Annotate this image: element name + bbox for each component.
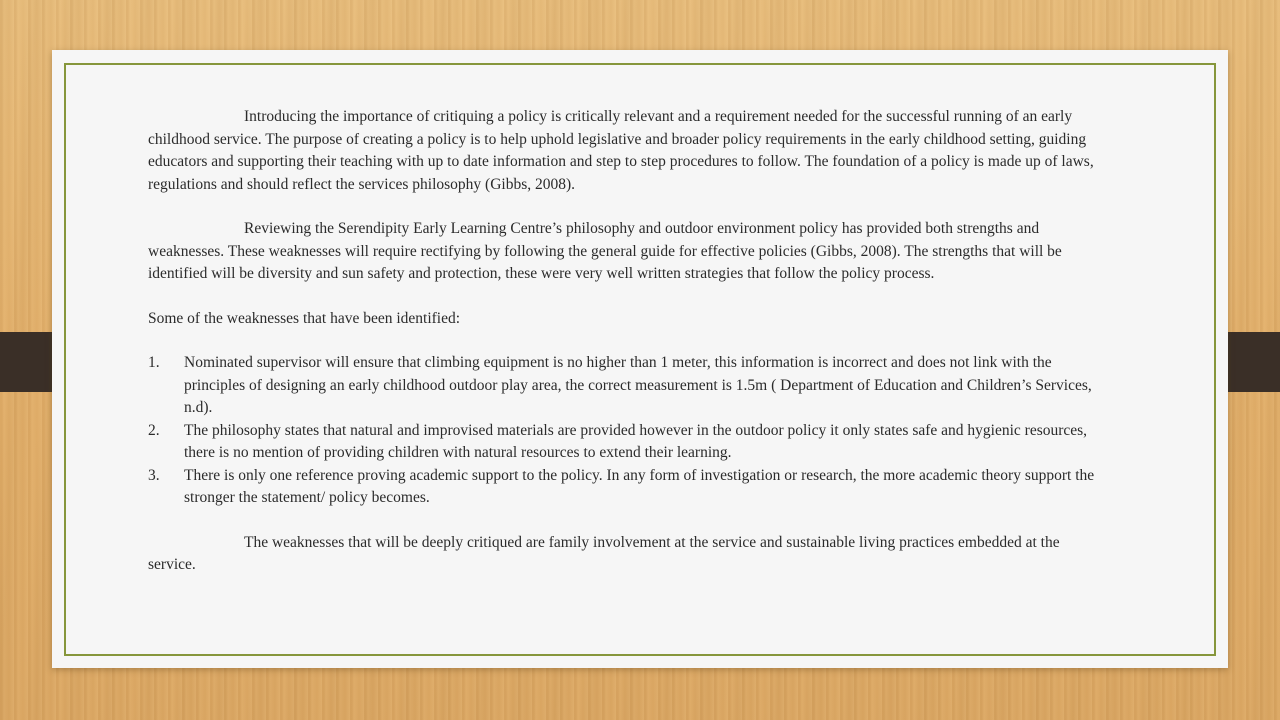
list-item-text: Nominated supervisor will ensure that climbing equipment is no higher than 1 meter, this information is incorrect and does not link with the principles of designing an early childhood outdoor play area, the correct measurement is 1.5m ( Department of Education and Children’s Services, n.d). — [184, 354, 1092, 416]
weaknesses-list — [148, 352, 1108, 510]
list-item-text: The philosophy states that natural and improvised materials are provided however in the outdoor policy it only states safe and hygienic resources, there is no mention of providing children with natural resources to extend their learning. — [184, 421, 1088, 461]
list-item — [148, 352, 1108, 420]
slide-content — [148, 106, 1108, 577]
list-item-number: 1. — [148, 354, 160, 371]
list-item-text: There is only one reference proving academic support to the policy. In any form of investigation or research, the more academic theory support the stronger the statement/ policy becomes. — [184, 466, 1095, 506]
weaknesses-intro: Some of the weaknesses that have been identified: — [148, 309, 461, 327]
list-item-number: 3. — [148, 466, 160, 484]
list-item — [148, 465, 1108, 510]
conclusion-paragraph: The weaknesses that will be deeply critiqued are family involvement at the service and sustainable living practices embedded at the service. — [148, 533, 1060, 573]
review-paragraph: Reviewing the Serendipity Early Learning Centre’s philosophy and outdoor environment policy has provided both strengths and weaknesses. These weaknesses will require rectifying by following the general guide for effective policies (Gibbs, 2008). The strengths that will be identified will be diversity and sun safety and protection, these were very well written strategies that follow the policy process. — [148, 220, 1062, 282]
intro-paragraph: Introducing the importance of critiquing a policy is critically relevant and a requirement needed for the successful running of an early childhood service. The purpose of creating a policy is to help uphold legislative and broader policy requirements in the early childhood setting, guiding educators and supporting their teaching with up to date information and step to step procedures to follow. The foundation of a policy is made up of laws, regulations and should reflect the services philosophy (Gibbs, 2008). — [148, 108, 1094, 193]
list-item-number: 2. — [148, 421, 160, 439]
slide-sheet — [52, 50, 1228, 668]
list-item — [148, 420, 1108, 465]
